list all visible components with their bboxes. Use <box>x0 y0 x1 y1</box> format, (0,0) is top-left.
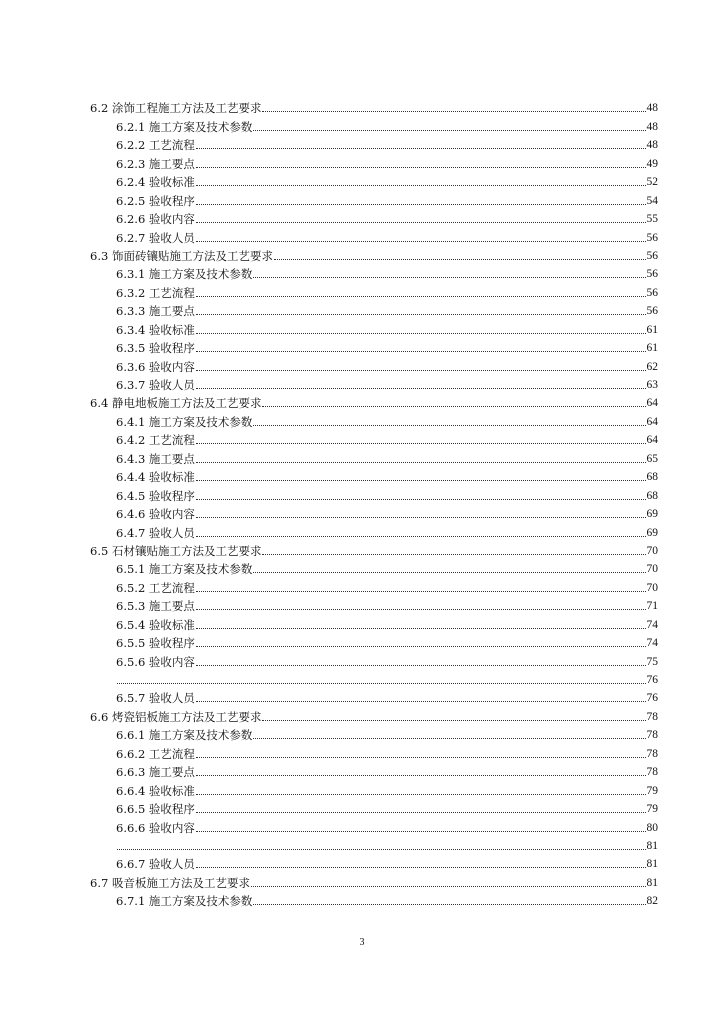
toc-subsection-entry[interactable] <box>90 115 658 133</box>
toc-entry-title: 6.3.3 施工要点 <box>116 304 195 319</box>
toc-section-entry[interactable] <box>90 705 658 723</box>
toc-entry-page-number: 68 <box>646 471 658 484</box>
toc-subsection-entry[interactable] <box>90 761 658 779</box>
dot-leader <box>196 204 646 205</box>
toc-entry-page-number: 68 <box>646 489 658 502</box>
toc-subsection-entry[interactable] <box>90 853 658 871</box>
toc-entry-page-number: 78 <box>646 729 658 742</box>
toc-subsection-entry[interactable] <box>90 576 658 594</box>
toc-subsection-entry[interactable] <box>90 779 658 797</box>
toc-subsection-entry[interactable] <box>90 558 658 576</box>
dot-leader <box>274 259 646 260</box>
toc-entry-page-number: 76 <box>646 674 658 686</box>
toc-subsection-entry[interactable] <box>90 189 658 207</box>
toc-entry-title: 6.3.5 验收程序 <box>116 341 195 356</box>
toc-entry-page-number: 56 <box>646 286 658 299</box>
toc-entry-page-number: 79 <box>646 784 658 797</box>
toc-entry-title: 6.2.2 工艺流程 <box>116 138 195 153</box>
dot-leader <box>196 831 646 832</box>
toc-entry-page-number: 78 <box>646 766 658 779</box>
table-of-contents <box>90 97 658 908</box>
toc-subsection-entry[interactable] <box>90 798 658 816</box>
dot-leader <box>196 314 646 315</box>
dot-leader <box>196 241 646 242</box>
toc-entry-page-number: 54 <box>646 194 658 207</box>
toc-entry-page-number: 70 <box>646 581 658 594</box>
toc-entry-title: 6.5.3 施工要点 <box>116 599 195 614</box>
toc-subsection-entry[interactable] <box>90 816 658 834</box>
toc-entry-page-number: 64 <box>646 415 658 428</box>
toc-entry-page-number: 49 <box>646 157 658 170</box>
toc-entry-title: 6.3 饰面砖镶贴施工方法及工艺要求 <box>90 248 273 263</box>
toc-entry-title: 6.3.4 验收标准 <box>116 322 195 337</box>
dot-leader <box>196 388 646 389</box>
toc-entry-page-number: 80 <box>646 821 658 834</box>
toc-subsection-entry[interactable] <box>90 374 658 392</box>
toc-entry-page-number: 69 <box>646 508 658 521</box>
dot-leader <box>196 185 646 186</box>
toc-subsection-entry[interactable] <box>90 318 658 336</box>
toc-entry-title: 6.7.1 施工方案及技术参数 <box>116 894 253 909</box>
toc-subsection-entry[interactable] <box>90 208 658 226</box>
toc-entry-page-number: 82 <box>646 895 658 908</box>
toc-entry-title: 6.2.7 验收人员 <box>116 230 195 245</box>
toc-entry-page-number: 79 <box>646 803 658 816</box>
toc-continuation-entry[interactable] <box>90 669 658 687</box>
toc-section-entry[interactable] <box>90 871 658 889</box>
toc-subsection-entry[interactable] <box>90 429 658 447</box>
toc-entry-title: 6.3.1 施工方案及技术参数 <box>116 267 253 282</box>
toc-entry-title: 6.4.1 施工方案及技术参数 <box>116 414 253 429</box>
toc-subsection-entry[interactable] <box>90 447 658 465</box>
toc-subsection-entry[interactable] <box>90 613 658 631</box>
toc-entry-title: 6.2.3 施工要点 <box>116 156 195 171</box>
toc-entry-title: 6.5.6 验收内容 <box>116 654 195 669</box>
toc-entry-page-number: 48 <box>646 120 658 133</box>
toc-entry-title: 6.6.1 施工方案及技术参数 <box>116 728 253 743</box>
toc-entry-page-number: 69 <box>646 526 658 539</box>
toc-entry-title: 6.2.4 验收标准 <box>116 175 195 190</box>
toc-entry-title: 6.5.7 验收人员 <box>116 691 195 706</box>
toc-entry-title: 6.6.4 验收标准 <box>116 783 195 798</box>
toc-entry-page-number: 74 <box>646 637 658 650</box>
toc-entry-page-number: 81 <box>646 839 658 852</box>
toc-entry-title: 6.5.2 工艺流程 <box>116 580 195 595</box>
toc-section-entry[interactable] <box>90 245 658 263</box>
toc-entry-title: 6.4.4 验收标准 <box>116 470 195 485</box>
dot-leader <box>196 167 646 168</box>
dot-leader <box>196 609 646 610</box>
dot-leader <box>196 628 646 629</box>
dot-leader <box>117 683 646 684</box>
toc-entry-page-number: 63 <box>646 379 658 391</box>
dot-leader <box>253 130 645 131</box>
toc-entry-title: 6.6 烤瓷铝板施工方法及工艺要求 <box>90 709 262 724</box>
dot-leader <box>196 351 646 352</box>
dot-leader <box>196 443 646 444</box>
toc-entry-title: 6.3.6 验收内容 <box>116 359 195 374</box>
toc-section-entry[interactable] <box>90 392 658 410</box>
toc-entry-page-number: 70 <box>646 563 658 576</box>
dot-leader <box>196 646 646 647</box>
toc-subsection-entry[interactable] <box>90 410 658 428</box>
toc-entry-page-number: 48 <box>646 139 658 152</box>
toc-entry-title: 6.5 石材镶贴施工方法及工艺要求 <box>90 543 262 558</box>
dot-leader <box>196 480 646 481</box>
toc-entry-title: 6.6.3 施工要点 <box>116 765 195 780</box>
toc-entry-title: 6.2.5 验收程序 <box>116 193 195 208</box>
toc-entry-title: 6.4 静电地板施工方法及工艺要求 <box>90 396 262 411</box>
dot-leader <box>196 812 646 813</box>
toc-section-entry[interactable] <box>90 540 658 558</box>
toc-subsection-entry[interactable] <box>90 890 658 908</box>
toc-entry-page-number: 74 <box>646 618 658 631</box>
dot-leader <box>262 554 645 555</box>
toc-entry-title: 6.6.2 工艺流程 <box>116 746 195 761</box>
dot-leader <box>196 370 646 371</box>
toc-entry-title: 6.2.1 施工方案及技术参数 <box>116 119 253 134</box>
toc-entry-title: 6.7 吸音板施工方法及工艺要求 <box>90 875 250 890</box>
toc-subsection-entry[interactable] <box>90 503 658 521</box>
toc-subsection-entry[interactable] <box>90 226 658 244</box>
dot-leader <box>196 775 646 776</box>
toc-entry-page-number: 78 <box>646 747 658 760</box>
dot-leader <box>196 591 646 592</box>
dot-leader <box>196 222 646 223</box>
dot-leader <box>253 738 645 739</box>
dot-leader <box>196 536 646 537</box>
toc-section-entry[interactable] <box>90 97 658 115</box>
toc-entry-page-number: 48 <box>646 102 658 115</box>
toc-entry-title: 6.5.4 验收标准 <box>116 617 195 632</box>
toc-entry-page-number: 61 <box>646 323 658 336</box>
dot-leader <box>196 333 646 334</box>
toc-subsection-entry[interactable] <box>90 171 658 189</box>
toc-entry-page-number: 56 <box>646 231 658 244</box>
toc-entry-title: 6.5.5 验收程序 <box>116 636 195 651</box>
toc-entry-page-number: 64 <box>646 434 658 447</box>
dot-leader <box>196 665 646 666</box>
page-number: 3 <box>359 937 365 948</box>
toc-subsection-entry[interactable] <box>90 152 658 170</box>
toc-entry-title: 6.2.6 验收内容 <box>116 212 195 227</box>
dot-leader <box>251 886 646 887</box>
toc-entry-page-number: 70 <box>646 544 658 557</box>
toc-entry-title: 6.5.1 施工方案及技术参数 <box>116 562 253 577</box>
toc-entry-page-number: 56 <box>646 305 658 318</box>
toc-entry-title: 6.4.7 验收人员 <box>116 525 195 540</box>
toc-entry-page-number: 65 <box>646 452 658 465</box>
dot-leader <box>196 296 646 297</box>
dot-leader <box>253 572 645 573</box>
toc-entry-page-number: 76 <box>646 692 658 705</box>
dot-leader <box>196 517 646 518</box>
toc-entry-page-number: 75 <box>646 655 658 668</box>
toc-subsection-entry[interactable] <box>90 484 658 502</box>
toc-subsection-entry[interactable] <box>90 521 658 539</box>
dot-leader <box>196 867 646 868</box>
toc-entry-title: 6.3.7 验收人员 <box>116 378 195 392</box>
toc-entry-page-number: 56 <box>646 249 658 262</box>
toc-subsection-entry[interactable] <box>90 650 658 668</box>
dot-leader <box>196 462 646 463</box>
dot-leader <box>253 904 645 905</box>
toc-entry-page-number: 64 <box>646 397 658 410</box>
toc-subsection-entry[interactable] <box>90 263 658 281</box>
dot-leader <box>196 794 646 795</box>
dot-leader <box>262 720 645 721</box>
toc-entry-page-number: 81 <box>646 858 658 871</box>
toc-entry-page-number: 81 <box>646 876 658 889</box>
dot-leader <box>117 849 646 850</box>
toc-entry-title: 6.4.5 验收程序 <box>116 488 195 503</box>
toc-entry-title: 6.2 涂饰工程施工方法及工艺要求 <box>90 101 262 116</box>
toc-entry-title: 6.6.7 验收人员 <box>116 857 195 872</box>
toc-entry-title: 6.4.6 验收内容 <box>116 507 195 522</box>
toc-entry-title: 6.6.6 验收内容 <box>116 820 195 835</box>
toc-continuation-entry[interactable] <box>90 835 658 853</box>
dot-leader <box>253 425 645 426</box>
toc-entry-page-number: 62 <box>646 360 658 373</box>
toc-subsection-entry[interactable] <box>90 466 658 484</box>
toc-subsection-entry[interactable] <box>90 742 658 760</box>
toc-entry-title: 6.6.5 验收程序 <box>116 802 195 817</box>
toc-subsection-entry[interactable] <box>90 134 658 152</box>
toc-subsection-entry[interactable] <box>90 595 658 613</box>
dot-leader <box>196 148 646 149</box>
toc-entry-title: 6.4.3 施工要点 <box>116 451 195 466</box>
dot-leader <box>196 499 646 500</box>
dot-leader <box>253 277 645 278</box>
toc-entry-page-number: 71 <box>646 600 658 613</box>
toc-subsection-entry[interactable] <box>90 632 658 650</box>
toc-entry-page-number: 56 <box>646 268 658 281</box>
dot-leader <box>196 757 646 758</box>
toc-entry-title: 6.4.2 工艺流程 <box>116 433 195 448</box>
toc-subsection-entry[interactable] <box>90 687 658 705</box>
toc-subsection-entry[interactable] <box>90 337 658 355</box>
toc-entry-page-number: 78 <box>646 710 658 723</box>
toc-subsection-entry[interactable] <box>90 281 658 299</box>
dot-leader <box>196 701 646 702</box>
dot-leader <box>262 111 645 112</box>
toc-entry-page-number: 55 <box>646 213 658 226</box>
toc-subsection-entry[interactable] <box>90 300 658 318</box>
toc-subsection-entry[interactable] <box>90 355 658 373</box>
dot-leader <box>262 406 645 407</box>
toc-entry-page-number: 52 <box>646 176 658 189</box>
toc-entry-page-number: 61 <box>646 342 658 355</box>
toc-entry-title: 6.3.2 工艺流程 <box>116 285 195 300</box>
toc-subsection-entry[interactable] <box>90 724 658 742</box>
